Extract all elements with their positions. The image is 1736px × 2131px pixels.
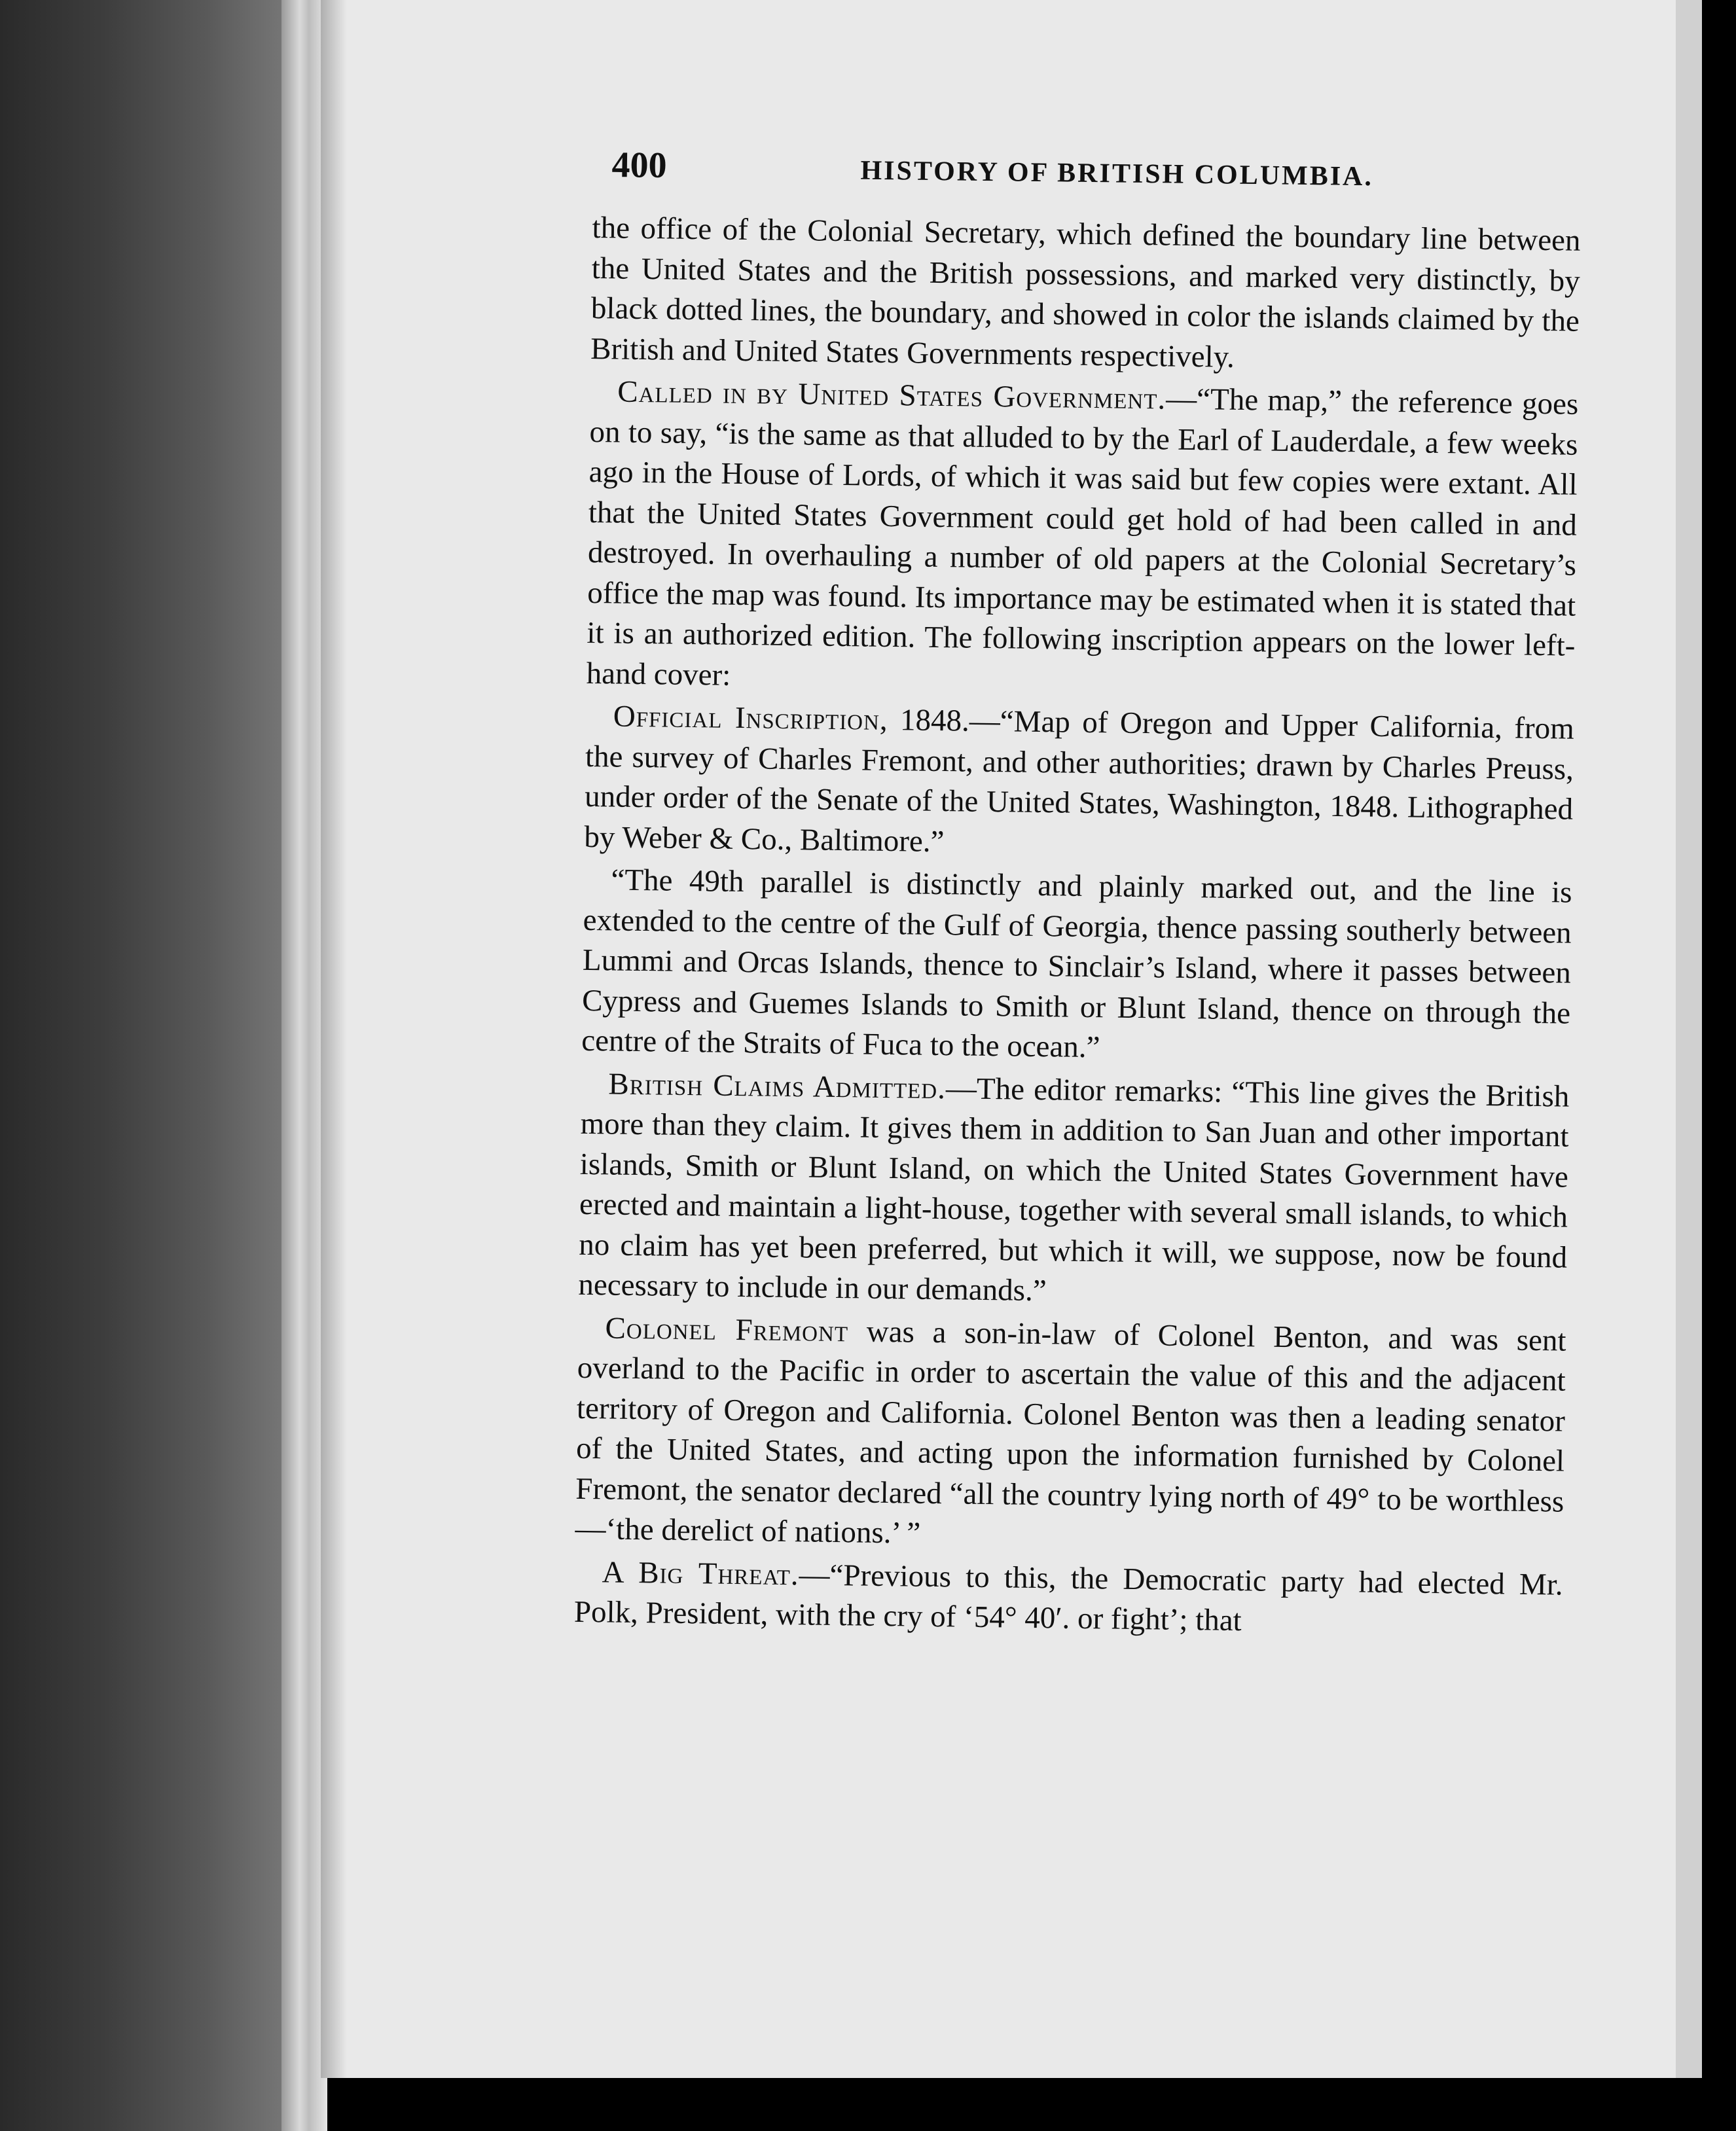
body-text xyxy=(573,208,1580,1648)
page-gutter-shadow xyxy=(321,0,347,2078)
paragraph xyxy=(578,1064,1570,1318)
paragraph xyxy=(575,1308,1566,1562)
paragraph-heading: A Big Threat. xyxy=(602,1554,799,1592)
paragraph xyxy=(586,372,1578,707)
paragraph-text: —The editor remarks: “This line gives the British more than they claim. It gives them in addition to San Juan and other important islands, Smith or Blunt Island, on which the United States Government have erected and maintain a light-house, together with several small islands, to which no claim has yet been preferred, but which it will, we suppose, now be found necessary to include in our demands.” xyxy=(578,1071,1570,1308)
paragraph-text: 1848.—“Map of Oregon and Upper California, from the survey of Charles Fremont, and other authorities; drawn by Charles Preuss, under order of the Senate of the United States, Washington, 1848. Lithographed by Weber & Co., Baltimore.” xyxy=(584,702,1575,859)
paragraph-text: —“Previous to this, the Democratic party had elected Mr. Polk, President, with the cry of ‘54° 40′. or fight’; that xyxy=(573,1557,1563,1638)
paragraph-heading: Colonel Fremont xyxy=(605,1310,849,1348)
paragraph xyxy=(584,696,1574,870)
page-number: 400 xyxy=(611,144,667,187)
paragraph xyxy=(590,208,1581,382)
book-binding xyxy=(0,0,295,2131)
paragraph-text: “The 49th parallel is distinctly and plainly marked out, and the line is extended to the centre of the Gulf of Georgia, thence passing southerly between Lummi and Orcas Islands, thence to Sinclair’s Island, where it passes between Cypress and Guemes Islands to Smith or Blunt Island, thence on through the centre of the Straits of Fuca to the ocean.” xyxy=(581,863,1572,1065)
paragraph xyxy=(574,1552,1563,1645)
running-title: HISTORY OF BRITISH COLUMBIA. xyxy=(860,155,1374,192)
paragraph-text: the office of the Colonial Secretary, which defined the boundary line between the United States and the British possessions, and marked very distinctly, by black dotted lines, the boundary, and showed in color the islands claimed by the British and United States Governments respectively. xyxy=(590,210,1581,374)
page-right-edge xyxy=(1676,0,1702,2078)
paragraph-heading: Called in by United States Government. xyxy=(617,374,1166,416)
paragraph xyxy=(581,860,1572,1074)
paragraph-heading: Official Inscription, xyxy=(613,699,889,737)
paragraph-heading: British Claims Admitted. xyxy=(608,1066,947,1105)
paragraph-text: —“The map,” the reference goes on to say, “is the same as that alluded to by the Earl of Lauderdale, a few weeks ago in the House of Lords, of which it was said but few copies were extant. All that the United States Government could get hold of had been called in and destroyed. In overhauling a number of old papers at the Colonial Secretary’s office the map was found. Its importance may be estimated when it is stated that it is an authorized edition. The following inscription appears on the lower left-hand cover: xyxy=(586,382,1579,692)
paragraph-text: was a son-in-law of Colonel Benton, and was sent overland to the Pacific in order to ascertain the value of this and the adjacent territory of Oregon and California. Colonel Benton was then a leading senator of the United States, and acting upon the information furnished by Colonel Fremont, the senator declared “all the country lying north of 49° to be worthless—‘the derelict of nations.’ ” xyxy=(575,1314,1566,1550)
